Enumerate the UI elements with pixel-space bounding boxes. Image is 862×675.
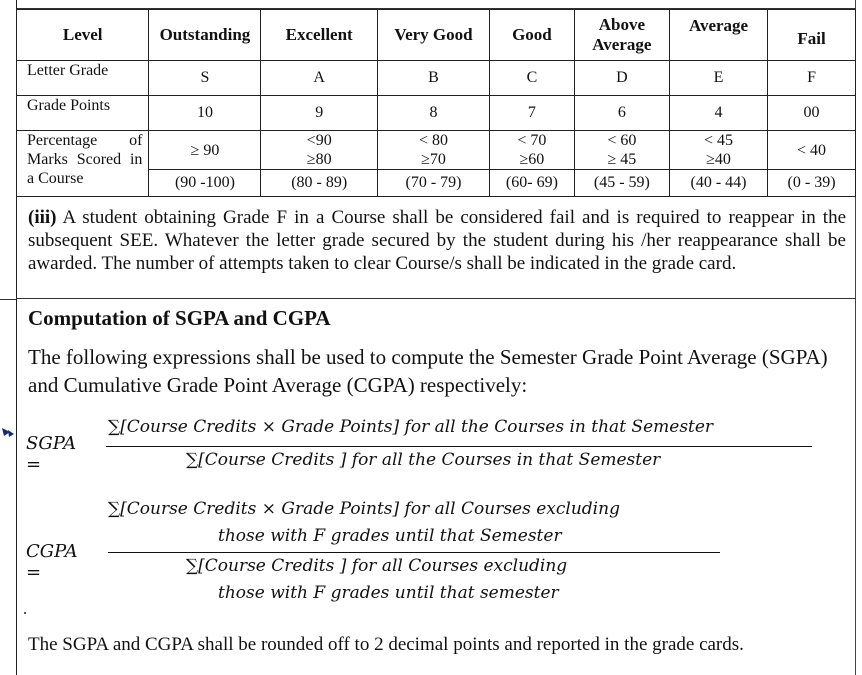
letter-grade-cell: S [149,61,261,96]
header-average: Average [669,10,767,61]
cgpa-numerator-line2: those with F grades until that Semester [218,526,562,546]
percentage-condition-cell [574,131,669,170]
letter-grade-cell: A [261,61,377,96]
header-outstanding: Outstanding [149,10,261,61]
letter-grade-cell: D [574,61,669,96]
condition-line: ≥60 [519,151,545,168]
grade-points-row [17,96,856,131]
percentage-range-cell: (0 - 39) [768,170,856,197]
grade-points-cell: 00 [768,96,856,131]
row-label-percentage: Percentage of Marks Scored in a Course [17,131,149,197]
cgpa-denominator-line1: ∑[Course Credits ] for all Courses excluding [186,556,568,576]
condition-line: < 80 [418,132,448,149]
sgpa-lhs: SGPA = [26,433,77,475]
scan-speck [24,612,26,614]
cgpa-lhs: CGPA = [26,541,78,583]
grade-points-cell: 6 [574,96,669,131]
grade-table-header-row [17,10,856,61]
percentage-range-cell: (80 - 89) [261,170,377,197]
sgpa-numerator: ∑[Course Credits × Grade Points] for all the Courses in that Semester [108,417,714,437]
condition-line: ≥80 [306,151,332,168]
cgpa-denominator-line2: those with F grades until that semester [218,583,559,603]
margin-tick [0,299,16,300]
sgpa-denominator: ∑[Course Credits ] for all the Courses in that Semester [186,450,661,470]
percentage-range-cell: (40 - 44) [669,170,767,197]
condition-line: < 45 [704,132,734,149]
row-label-letter-grade: Letter Grade [17,61,149,96]
header-fail: Fail [768,10,856,61]
header-excellent: Excellent [261,10,377,61]
rounding-note: The SGPA and CGPA shall be rounded off to 2 decimal points and reported in the grade cards. [28,634,744,655]
percentage-condition-row [17,131,856,170]
section-title: Computation of SGPA and CGPA [28,306,331,330]
rule-marker: (iii) [28,207,57,228]
rule-text: A student obtaining Grade F in a Course shall be considered fail and is required to reappear in the subsequent SEE. Whatever the letter grade secured by the student during his /her reappearance shall be awarded. The number of attempts taken to clear Course/s shall be indicated in the grade card. [28,207,846,274]
sgpa-fraction-bar [106,446,812,447]
condition-line: < 40 [797,141,827,159]
logo-fragment-icon [0,424,16,440]
condition-line: ≥ 45 [607,151,637,168]
rule-iii-box [16,202,856,299]
letter-grade-cell: B [377,61,489,96]
percentage-condition-cell [490,131,575,170]
letter-grade-cell: F [768,61,856,96]
grade-points-cell: 9 [261,96,377,131]
letter-grade-row [17,61,856,96]
cgpa-fraction-bar [108,552,720,553]
percentage-range-cell: (60- 69) [490,170,575,197]
grade-table [16,9,856,197]
header-above-average: Above Average [574,10,669,61]
percentage-condition-cell [261,131,377,170]
intro-paragraph: The following expressions shall be used to compute the Semester Grade Point Average (SGPA) and Cumulative Grade Point Average (CGPA) respectively: [28,345,828,397]
letter-grade-cell: C [490,61,575,96]
grade-points-cell: 4 [669,96,767,131]
rule-iii-paragraph [28,206,846,275]
condition-line: ≥70 [421,151,446,168]
condition-line: ≥40 [706,151,731,168]
condition-line: ≥ 90 [190,141,220,159]
header-level: Level [17,10,149,61]
row-label-grade-points: Grade Points [17,96,149,131]
percentage-condition-cell [669,131,767,170]
grade-points-cell: 10 [149,96,261,131]
percentage-condition-cell [149,131,261,170]
condition-line: <90 [306,132,332,149]
cropped-heading-strip [16,0,856,9]
percentage-range-cell: (45 - 59) [574,170,669,197]
percentage-range-cell: (90 -100) [149,170,261,197]
percentage-condition-cell [377,131,489,170]
grade-points-cell: 7 [490,96,575,131]
cgpa-numerator-line1: ∑[Course Credits × Grade Points] for all Courses excluding [108,499,620,519]
header-good: Good [490,10,575,61]
condition-line: < 60 [607,132,637,149]
condition-line: < 70 [517,132,547,149]
percentage-range-cell: (70 - 79) [377,170,489,197]
letter-grade-cell: E [669,61,767,96]
percentage-condition-cell [768,131,856,170]
header-very-good: Very Good [377,10,489,61]
grade-points-cell: 8 [377,96,489,131]
